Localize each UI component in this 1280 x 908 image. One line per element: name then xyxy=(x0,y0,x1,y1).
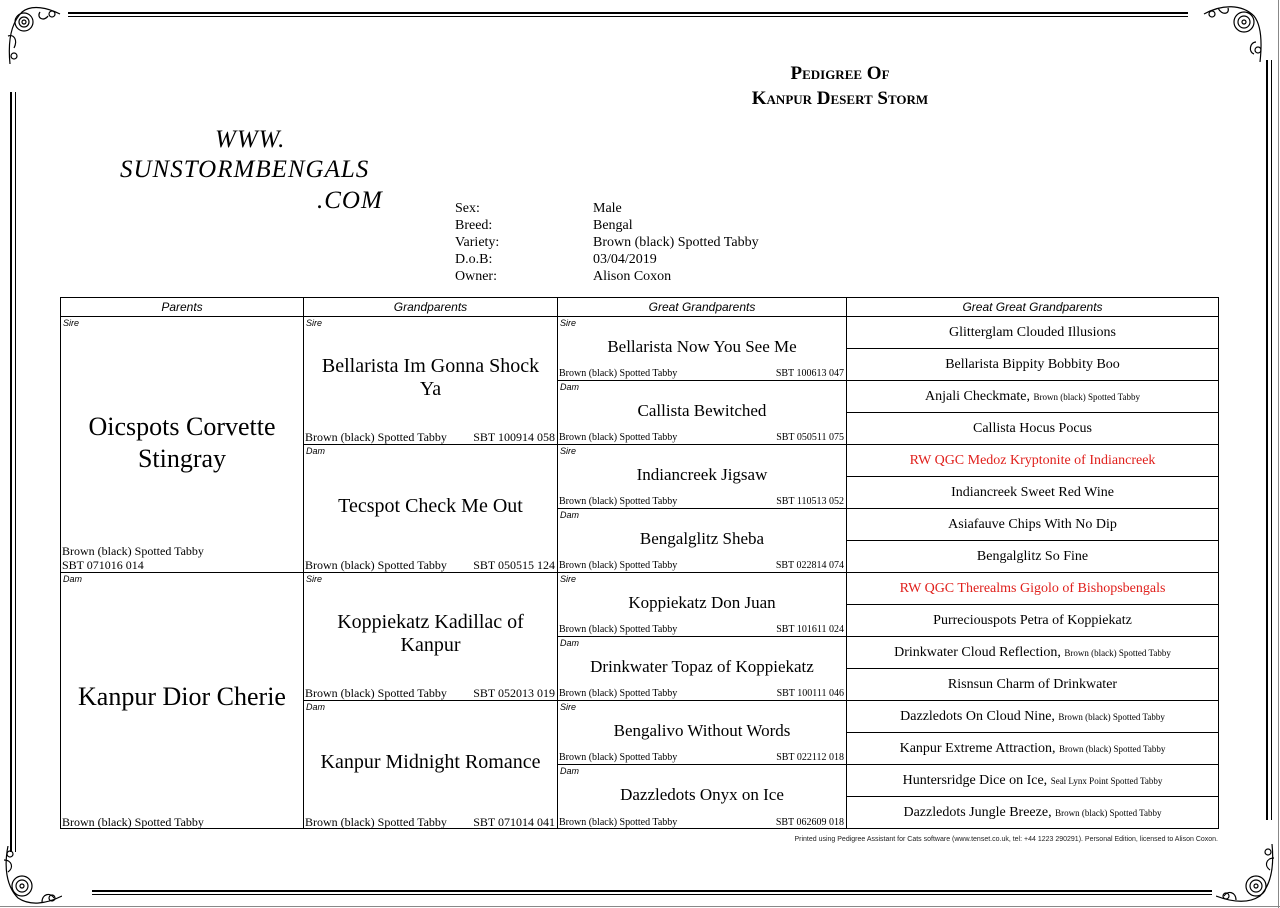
great-grandparent-cell xyxy=(558,765,847,829)
info-values xyxy=(593,200,759,285)
role-label: Sire xyxy=(306,318,323,328)
grandparent-variety: Brown (black) Spotted Tabby xyxy=(305,815,447,829)
grandparent-reg: SBT 100914 058 xyxy=(473,430,555,444)
great-great-grandparent-entry xyxy=(847,445,1218,476)
great-grandparent-name: Callista Bewitched xyxy=(637,401,767,420)
great-great-grandparent-entry xyxy=(847,381,1218,412)
great-great-grandparent-name: Bengalglitz So Fine xyxy=(976,549,1089,564)
great-great-grandparent-entry xyxy=(847,413,1218,444)
great-great-grandparent-entry xyxy=(847,349,1218,380)
variety-label: Variety: xyxy=(455,235,500,250)
great-grandparent-name: Dazzledots Onyx on Ice xyxy=(620,785,784,804)
great-great-grandparent-name: Purreciouspots Petra of Koppiekatz xyxy=(933,613,1132,628)
great-grandparent-name: Bellarista Now You See Me xyxy=(607,337,797,356)
column-header-great-great-grandparents: Great Great Grandparents xyxy=(847,298,1218,317)
owner-label: Owner: xyxy=(455,269,497,284)
great-grandparent-variety: Brown (black) Spotted Tabby xyxy=(559,817,678,828)
grandparent-variety: Brown (black) Spotted Tabby xyxy=(305,686,447,700)
info-labels xyxy=(455,200,499,285)
great-grandparent-cell xyxy=(558,573,847,637)
great-great-grandparent-entry xyxy=(847,541,1218,572)
grandparent-name: Koppiekatz Kadillac of Kanpur xyxy=(337,611,524,656)
page-title xyxy=(640,61,1040,111)
great-great-grandparent-variety: Brown (black) Spotted Tabby xyxy=(1058,712,1165,722)
great-great-grandparent-cell xyxy=(847,541,1218,573)
grandparent-cell xyxy=(304,317,558,445)
great-great-grandparent-entry xyxy=(847,765,1218,796)
great-grandparent-variety: Brown (black) Spotted Tabby xyxy=(559,496,678,507)
great-grandparent-reg: SBT 022112 018 xyxy=(776,752,844,763)
great-great-grandparent-name: Bellarista Bippity Bobbity Boo xyxy=(945,357,1120,372)
breed-label: Breed: xyxy=(455,218,493,233)
great-great-grandparent-name: Anjali Checkmate, xyxy=(925,389,1031,404)
great-great-grandparent-cell xyxy=(847,669,1218,701)
corner-ornament-bottom-left xyxy=(2,846,62,906)
great-great-grandparent-cell xyxy=(847,349,1218,381)
role-label: Dam xyxy=(560,382,580,392)
great-great-grandparent-variety: Seal Lynx Point Spotted Tabby xyxy=(1050,776,1163,786)
grandparent-name: Tecspot Check Me Out xyxy=(338,495,523,517)
great-great-grandparent-cell xyxy=(847,765,1218,797)
role-label: Sire xyxy=(560,702,577,712)
great-great-grandparent-name: RW QGC Therealms Gigolo of Bishopsbengals xyxy=(899,581,1166,596)
variety-value: Brown (black) Spotted Tabby xyxy=(593,235,759,250)
role-label: Dam xyxy=(560,638,580,648)
sex-label: Sex: xyxy=(455,201,480,216)
great-great-grandparent-entry xyxy=(847,637,1218,668)
great-grandparent-variety: Brown (black) Spotted Tabby xyxy=(559,432,678,443)
great-grandparent-name: Bengalglitz Sheba xyxy=(639,529,765,548)
great-great-grandparent-cell xyxy=(847,381,1218,413)
great-great-grandparent-entry xyxy=(847,701,1218,732)
parent-name: Kanpur Dior Cherie xyxy=(78,682,286,711)
great-great-grandparent-cell xyxy=(847,477,1218,509)
parent-variety: Brown (black) Spotted Tabby xyxy=(62,544,204,558)
great-great-grandparent-variety: Brown (black) Spotted Tabby xyxy=(1055,808,1162,818)
grandparent-name: Bellarista Im Gonna Shock Ya xyxy=(321,355,540,400)
parent-variety: Brown (black) Spotted Tabby xyxy=(62,815,204,829)
pedigree-table xyxy=(60,297,1219,829)
role-label: Sire xyxy=(560,318,577,328)
role-label: Sire xyxy=(63,318,80,328)
great-great-grandparent-entry xyxy=(847,669,1218,700)
great-grandparent-reg: SBT 110513 052 xyxy=(776,496,844,507)
corner-ornament-bottom-right xyxy=(1216,844,1276,904)
great-grandparent-reg: SBT 050511 075 xyxy=(776,432,844,443)
great-great-grandparent-cell xyxy=(847,413,1218,445)
great-great-grandparent-name: Indiancreek Sweet Red Wine xyxy=(951,485,1114,500)
great-great-grandparent-name: Risnsun Charm of Drinkwater xyxy=(947,677,1118,692)
great-grandparent-reg: SBT 100613 047 xyxy=(775,368,844,379)
role-label: Dam xyxy=(306,446,326,456)
parent-cell xyxy=(61,573,304,829)
grandparent-reg: SBT 052013 019 xyxy=(473,686,555,700)
great-great-grandparent-entry xyxy=(847,573,1218,604)
great-grandparent-cell xyxy=(558,445,847,509)
great-great-grandparent-cell xyxy=(847,605,1218,637)
dob-value: 03/04/2019 xyxy=(593,252,657,267)
role-label: Dam xyxy=(306,702,326,712)
great-grandparent-reg: SBT 062609 018 xyxy=(775,817,844,828)
great-grandparent-variety: Brown (black) Spotted Tabby xyxy=(559,624,678,635)
great-grandparent-name: Koppiekatz Don Juan xyxy=(628,593,776,612)
great-grandparent-variety: Brown (black) Spotted Tabby xyxy=(559,752,678,763)
great-grandparent-cell xyxy=(558,701,847,765)
great-grandparent-variety: Brown (black) Spotted Tabby xyxy=(559,688,678,699)
great-grandparent-variety: Brown (black) Spotted Tabby xyxy=(559,560,678,571)
breed-value: Bengal xyxy=(593,218,633,233)
great-grandparent-cell xyxy=(558,637,847,701)
grandparent-reg: SBT 071014 041 xyxy=(473,815,555,829)
great-grandparent-cell xyxy=(558,317,847,381)
grandparent-cell xyxy=(304,573,558,701)
great-great-grandparent-cell xyxy=(847,637,1218,669)
great-great-grandparent-variety: Brown (black) Spotted Tabby xyxy=(1064,648,1171,658)
column-header-grandparents: Grandparents xyxy=(304,298,558,317)
great-grandparent-cell xyxy=(558,509,847,573)
title-line-1: Pedigree Of xyxy=(790,63,890,84)
great-grandparent-cell xyxy=(558,381,847,445)
great-grandparent-reg: SBT 022814 074 xyxy=(775,560,844,571)
role-label: Dam xyxy=(63,574,83,584)
great-great-grandparent-entry xyxy=(847,797,1218,829)
title-line-2: Kanpur Desert Storm xyxy=(751,88,929,109)
column-header-great-grandparents: Great Grandparents xyxy=(558,298,847,317)
great-great-grandparent-name: RW QGC Medoz Kryptonite of Indiancreek xyxy=(909,453,1156,468)
great-great-grandparent-cell xyxy=(847,701,1218,733)
great-great-grandparent-name: Dazzledots Jungle Breeze, xyxy=(903,805,1052,820)
grandparent-variety: Brown (black) Spotted Tabby xyxy=(305,558,447,572)
great-grandparent-name: Indiancreek Jigsaw xyxy=(636,465,768,484)
great-great-grandparent-cell xyxy=(847,317,1218,349)
great-great-grandparent-name: Callista Hocus Pocus xyxy=(973,421,1092,436)
great-great-grandparent-cell xyxy=(847,573,1218,605)
corner-ornament-top-left xyxy=(4,4,64,64)
great-great-grandparent-name: Huntersridge Dice on Ice, xyxy=(902,773,1048,788)
great-great-grandparent-cell xyxy=(847,797,1218,829)
great-grandparent-reg: SBT 100111 046 xyxy=(776,688,844,699)
great-great-grandparent-cell xyxy=(847,509,1218,541)
great-great-grandparent-name: Kanpur Extreme Attraction, xyxy=(899,741,1056,756)
great-great-grandparent-cell xyxy=(847,733,1218,765)
grandparent-name: Kanpur Midnight Romance xyxy=(320,751,541,773)
great-grandparent-name: Bengalivo Without Words xyxy=(613,721,791,740)
website-line-3: .COM xyxy=(317,187,383,214)
footer-credit: Printed using Pedigree Assistant for Cats software (www.tenset.co.uk, tel: +44 1223 290291). Personal Edition, licensed to Alison Coxon. xyxy=(794,836,1218,843)
great-great-grandparent-entry xyxy=(847,477,1218,508)
grandparent-reg: SBT 050515 124 xyxy=(473,558,555,572)
role-label: Dam xyxy=(560,510,580,520)
website-line-2: SUNSTORMBENGALS xyxy=(120,156,370,183)
great-great-grandparent-entry xyxy=(847,317,1218,348)
parent-cell xyxy=(61,317,304,573)
grandparent-variety: Brown (black) Spotted Tabby xyxy=(305,430,447,444)
great-great-grandparent-name: Glitterglam Clouded Illusions xyxy=(949,325,1116,340)
great-grandparent-reg: SBT 101611 024 xyxy=(776,624,844,635)
grandparent-cell xyxy=(304,701,558,829)
great-great-grandparent-entry xyxy=(847,509,1218,540)
sex-value: Male xyxy=(593,201,622,216)
great-great-grandparent-entry xyxy=(847,605,1218,636)
great-great-grandparent-cell xyxy=(847,445,1218,477)
column-header-parents: Parents xyxy=(61,298,304,317)
great-great-grandparent-variety: Brown (black) Spotted Tabby xyxy=(1058,744,1166,754)
role-label: Dam xyxy=(560,766,580,776)
parent-name: Oicspots Corvette Stingray xyxy=(88,412,276,473)
role-label: Sire xyxy=(560,446,577,456)
grandparent-cell xyxy=(304,445,558,573)
great-great-grandparent-name: Drinkwater Cloud Reflection, xyxy=(894,645,1061,660)
great-grandparent-variety: Brown (black) Spotted Tabby xyxy=(559,368,678,379)
great-great-grandparent-entry xyxy=(847,733,1218,764)
owner-value: Alison Coxon xyxy=(593,269,672,284)
corner-ornament-top-right xyxy=(1202,2,1262,62)
role-label: Sire xyxy=(306,574,323,584)
role-label: Sire xyxy=(560,574,577,584)
great-great-grandparent-name: Dazzledots On Cloud Nine, xyxy=(900,709,1055,724)
website-line-1: WWW. xyxy=(215,126,286,153)
great-great-grandparent-variety: Brown (black) Spotted Tabby xyxy=(1033,392,1140,402)
dob-label: D.o.B: xyxy=(455,252,493,267)
great-grandparent-name: Drinkwater Topaz of Koppiekatz xyxy=(590,657,814,676)
parent-reg: SBT 071016 014 xyxy=(62,558,144,572)
great-great-grandparent-name: Asiafauve Chips With No Dip xyxy=(948,517,1117,532)
